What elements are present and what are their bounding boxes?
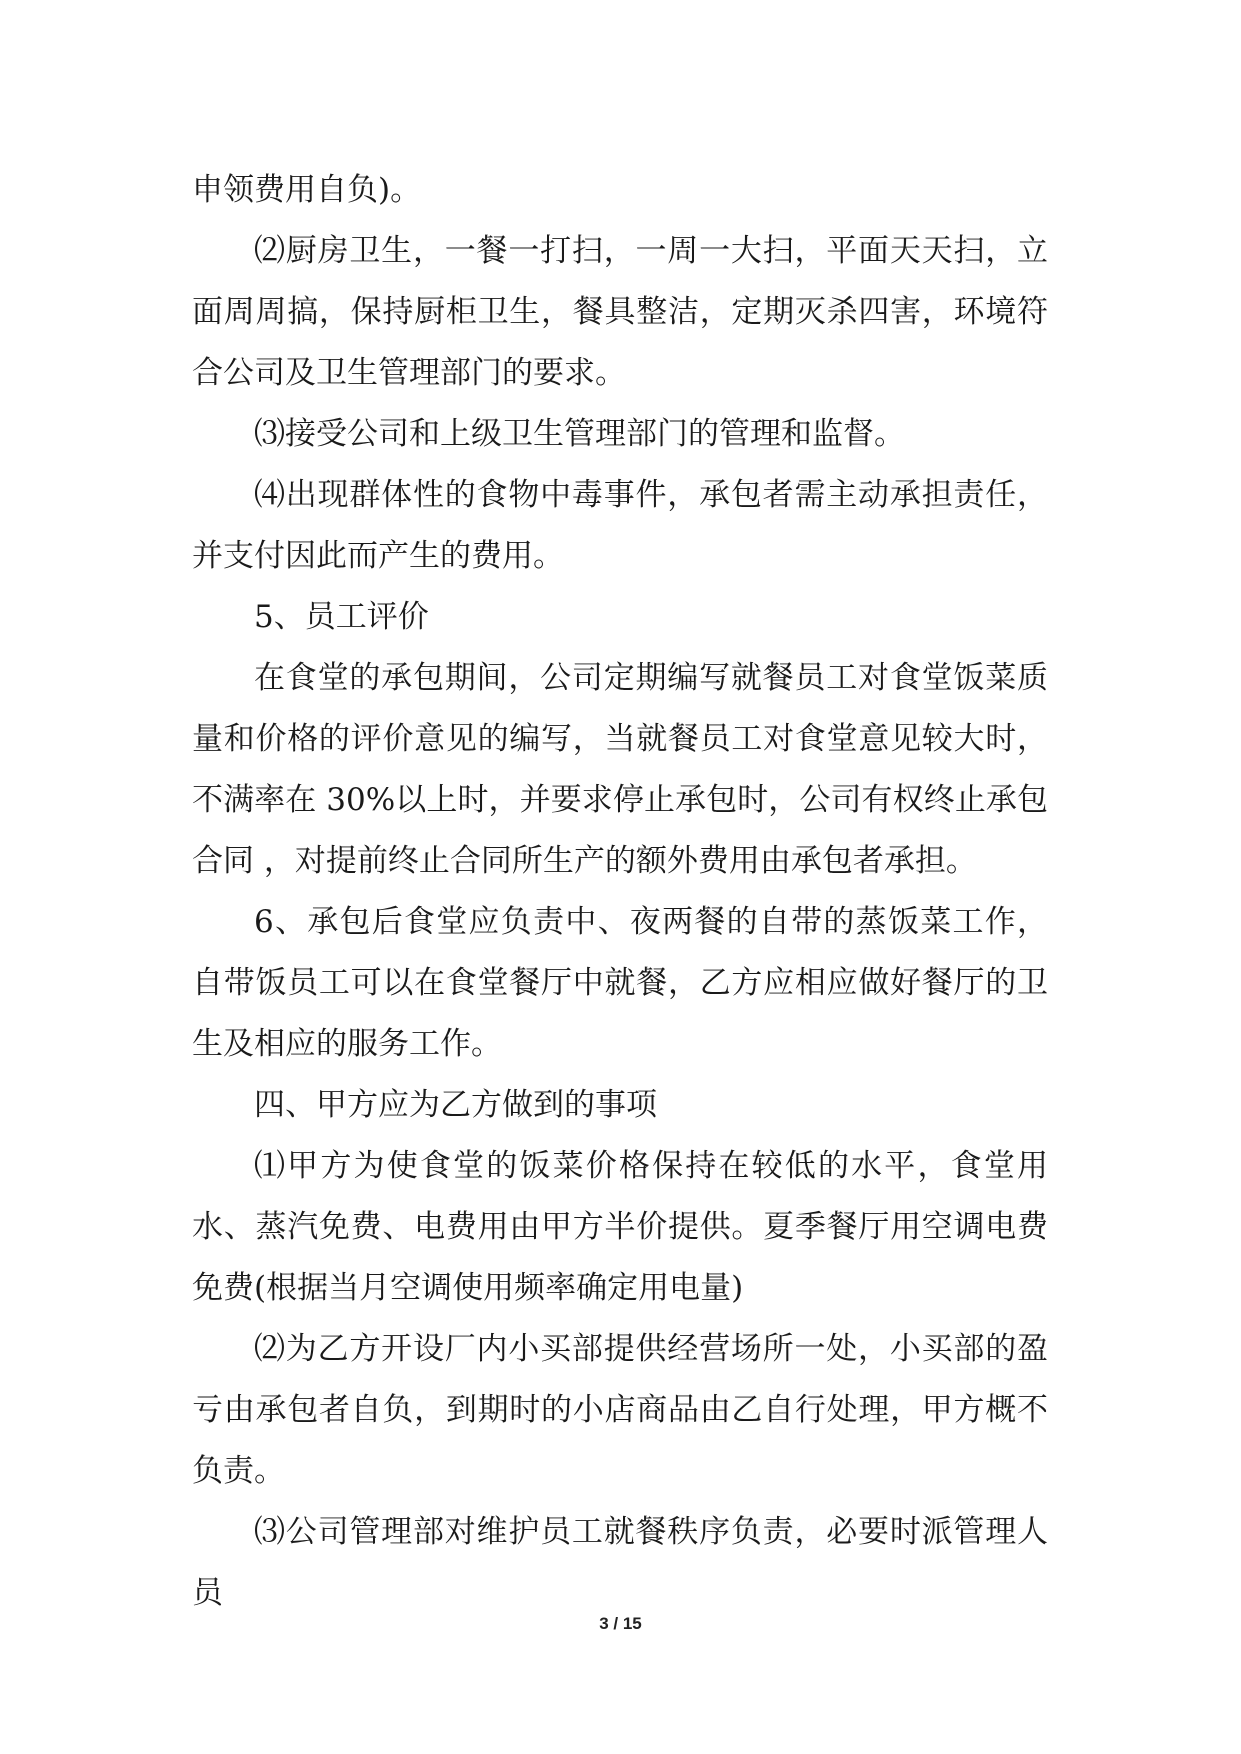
paragraph-dining-order: ⑶公司管理部对维护员工就餐秩序负责，必要时派管理人员 — [192, 1514, 1048, 1611]
paragraph-kitchen-hygiene: ⑵厨房卫生，一餐一打扫，一周一大扫，平面天天扫，立面周周搞，保持厨柜卫生，餐具整洁，定期灭杀四害，环境符合公司及卫生管理部门的要求。 — [192, 233, 1048, 391]
paragraph-utilities: ⑴甲方为使食堂的饭菜价格保持在较低的水平，食堂用水、蒸汽免费、电费用由甲方半价提供。夏季餐厅用空调电费免费(根据当月空调使用频率确定用电量) — [192, 1148, 1048, 1306]
paragraph-fee-self-paid: 申领费用自负)。 — [192, 172, 422, 208]
paragraph-food-poisoning: ⑷出现群体性的食物中毒事件，承包者需主动承担责任，并支付因此而产生的费用。 — [192, 477, 1048, 574]
paragraph-self-brought-meals: 6、承包后食堂应负责中、夜两餐的自带的蒸饭菜工作，自带饭员工可以在食堂餐厅中就餐，乙方应相应做好餐厅的卫生及相应的服务工作。 — [192, 904, 1048, 1062]
heading-employee-evaluation: 5、员工评价 — [254, 599, 429, 635]
paragraph-evaluation-terms: 在食堂的承包期间，公司定期编写就餐员工对食堂饭菜质量和价格的评价意见的编写，当就餐员工对食堂意见较大时，不满率在 30%以上时，并要求停止承包时，公司有权终止承包合同 ，对提前终止合同所生产的额外费用由承包者承担。 — [192, 660, 1048, 879]
paragraph-kiosk: ⑵为乙方开设厂内小买部提供经营场所一处，小买部的盈亏由承包者自负，到期时的小店商品由乙自行处理，甲方概不负责。 — [192, 1331, 1048, 1489]
paragraph-accept-supervision: ⑶接受公司和上级卫生管理部门的管理和监督。 — [254, 416, 905, 452]
heading-party-a-obligations: 四、甲方应为乙方做到的事项 — [254, 1087, 657, 1123]
document-body — [192, 160, 1048, 1624]
page-number: 3 / 15 — [599, 1614, 642, 1633]
